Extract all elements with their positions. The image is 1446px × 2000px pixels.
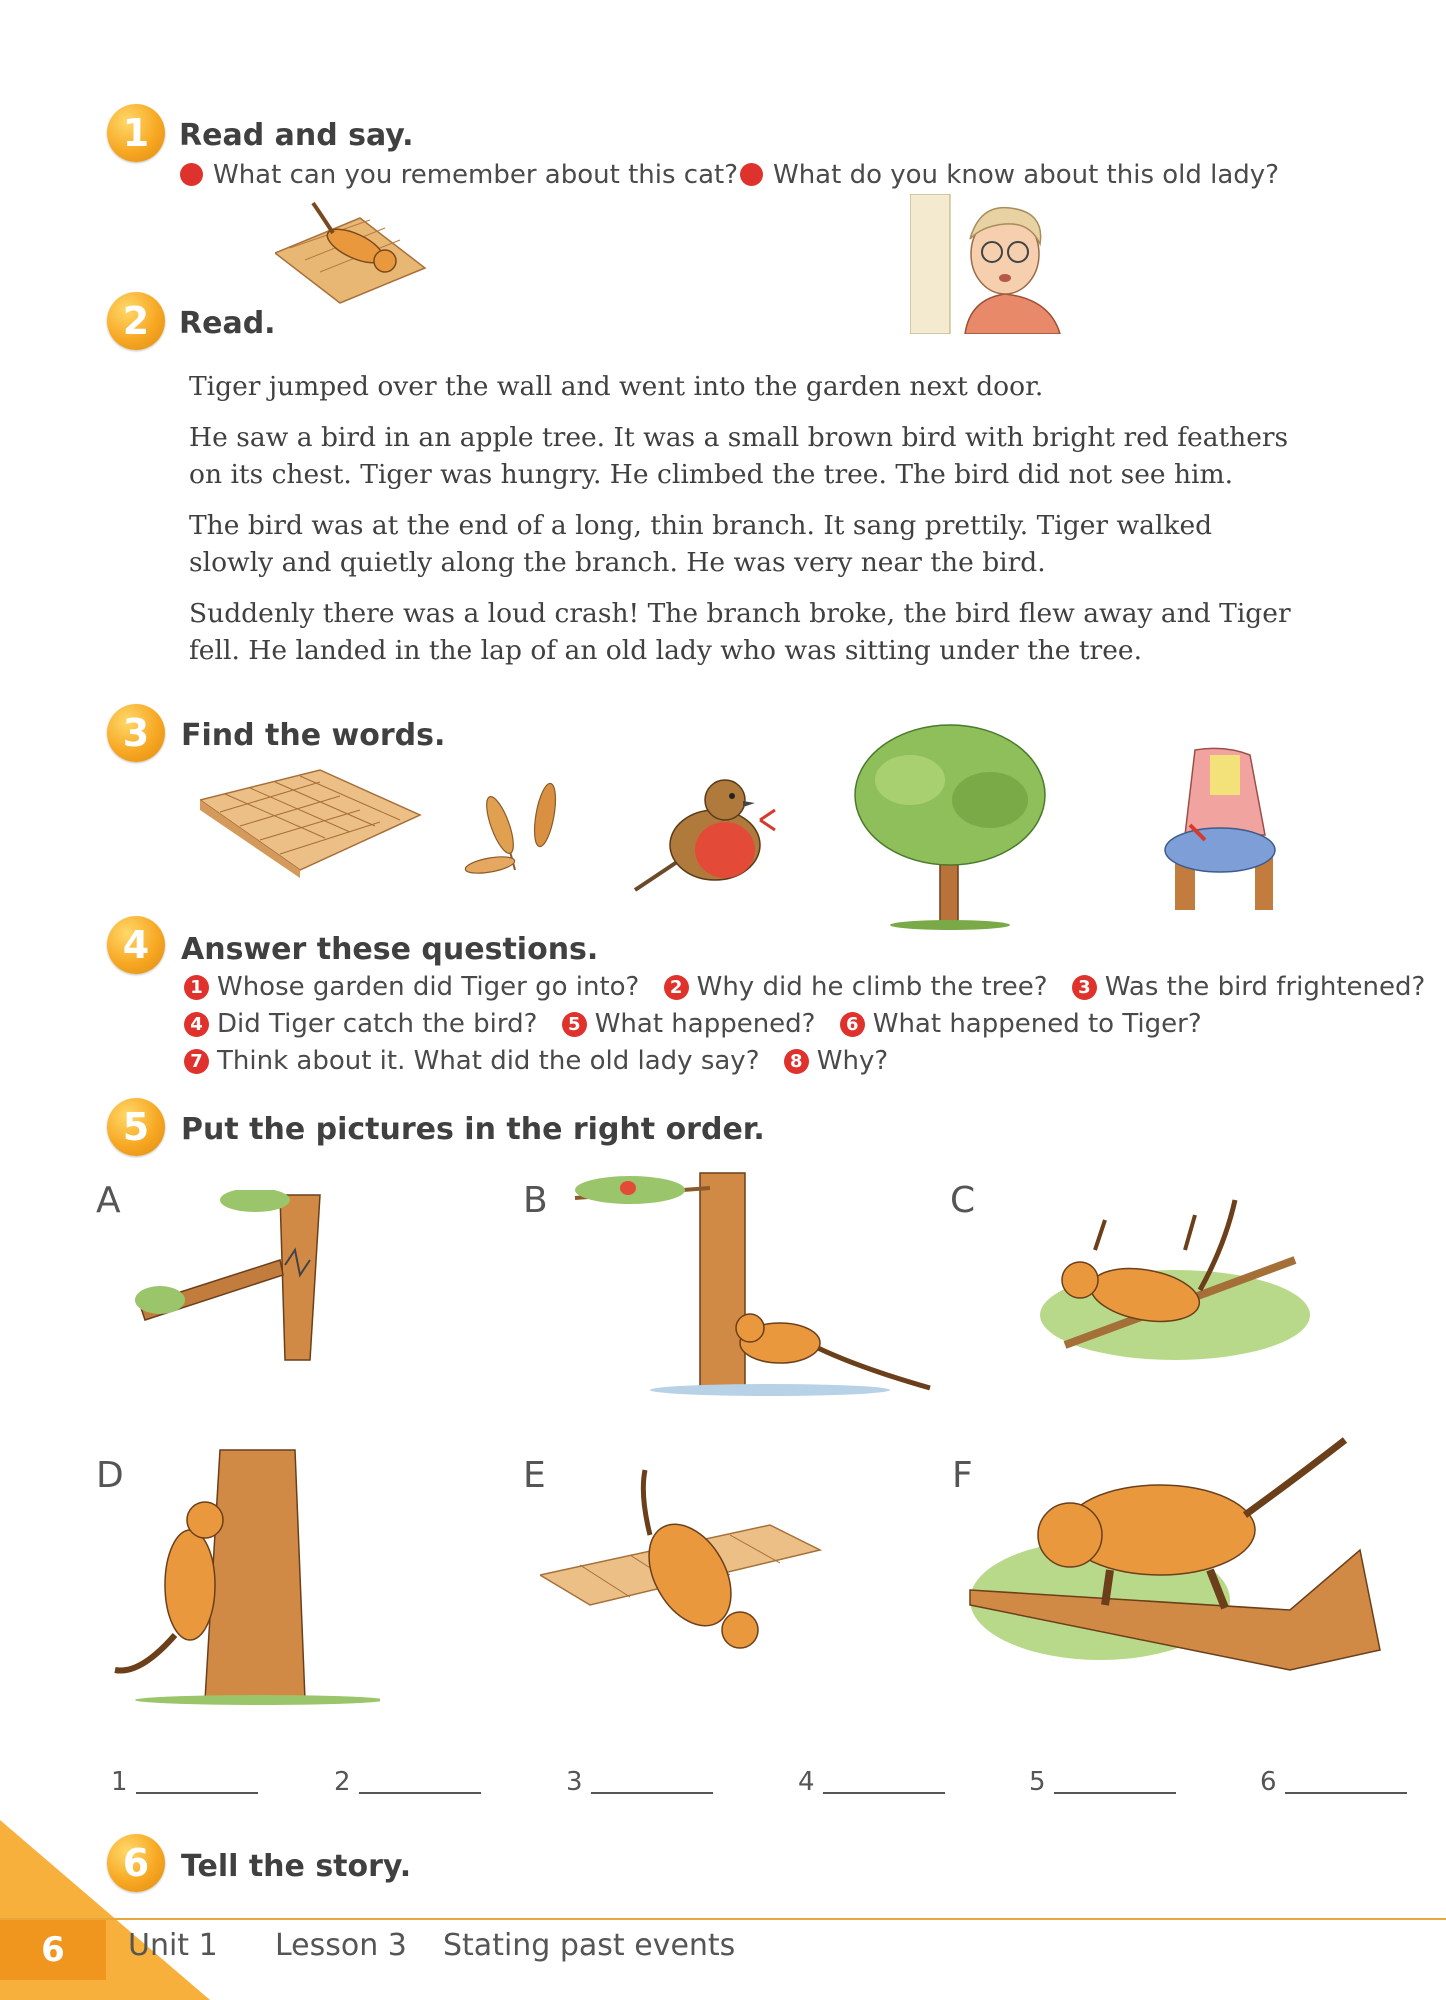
red-bullet-icon: [740, 163, 763, 186]
footer-topic: Stating past events: [443, 1928, 736, 1963]
footer-lesson: Lesson 3: [275, 1928, 407, 1963]
answer-blank-3[interactable]: 3: [566, 1767, 713, 1797]
picture-f-cat-on-branch: [960, 1430, 1390, 1700]
picture-label-e: E: [523, 1455, 546, 1496]
questions-line-1: [184, 972, 1441, 1002]
section-4-badge: 4: [107, 916, 165, 974]
section-3-badge: 3: [107, 704, 165, 762]
question-8: 8 Why?: [784, 1046, 888, 1076]
answer-blank-4[interactable]: 4: [798, 1767, 945, 1797]
cat-on-wall-illustration: [275, 198, 430, 308]
robin-bird-picture: [625, 765, 785, 895]
story-paragraph-3: The bird was at the end of a long, thin branch. It sang prettily. Tiger walked slowly and quietly along the branch. He was very near the bird.: [189, 510, 1213, 578]
picture-label-b: B: [523, 1180, 548, 1221]
section-3-heading: Find the words.: [181, 718, 446, 753]
question-1: 1 Whose garden did Tiger go into?: [184, 972, 639, 1002]
questions-line-2: [184, 1009, 1218, 1039]
section-4-heading: Answer these questions.: [181, 932, 599, 967]
picture-label-c: C: [950, 1180, 976, 1221]
section-1-bullet-cat: What can you remember about this cat?: [180, 160, 738, 190]
picture-label-d: D: [96, 1455, 124, 1496]
picture-c-cat-falling: [1035, 1195, 1320, 1380]
answer-blank-6[interactable]: 6: [1260, 1767, 1407, 1797]
section-2-heading: Read.: [179, 306, 276, 341]
story-paragraph-2: He saw a bird in an apple tree. It was a small brown bird with bright red feathers on its chest. Tiger was hungry. He climbed the tree. The bird did not see him.: [189, 422, 1289, 490]
section-6-heading: Tell the story.: [181, 1849, 412, 1884]
question-5: 5 What happened?: [562, 1009, 816, 1039]
answer-blank-1[interactable]: 1: [111, 1767, 258, 1797]
answer-blank-5[interactable]: 5: [1029, 1767, 1176, 1797]
question-2: 2 Why did he climb the tree?: [664, 972, 1048, 1002]
section-6-badge: 6: [107, 1834, 165, 1892]
page-number: 6: [0, 1920, 106, 1980]
question-6: 6 What happened to Tiger?: [840, 1009, 1202, 1039]
picture-a-branch-breaking: [135, 1190, 350, 1365]
question-3: 3 Was the bird frightened?: [1072, 972, 1425, 1002]
red-bullet-icon: [180, 163, 203, 186]
answer-blank-2[interactable]: 2: [334, 1767, 481, 1797]
picture-b-cat-under-tree: [570, 1168, 940, 1398]
footer-unit: Unit 1: [128, 1928, 218, 1963]
old-lady-illustration: [910, 194, 1070, 334]
apple-tree-picture: [850, 720, 1050, 930]
section-5-badge: 5: [107, 1098, 165, 1156]
picture-label-f: F: [952, 1455, 973, 1496]
section-1-bullet-lady: What do you know about this old lady?: [740, 160, 1279, 190]
wall-picture: [200, 760, 425, 880]
feathers-picture: [460, 770, 580, 885]
section-2-badge: 2: [107, 292, 165, 350]
picture-d-cat-climbing: [110, 1445, 380, 1705]
footer-divider: [0, 1918, 1446, 1920]
section-1-heading: Read and say.: [179, 118, 414, 153]
picture-e-cat-jumping-wall: [540, 1465, 825, 1665]
question-7: 7 Think about it. What did the old lady say?: [184, 1046, 760, 1076]
questions-line-3: [184, 1046, 904, 1076]
section-1-badge: 1: [107, 104, 165, 162]
story-paragraph-1: Tiger jumped over the wall and went into the garden next door.: [189, 371, 1044, 402]
picture-label-a: A: [96, 1180, 121, 1221]
question-4: 4 Did Tiger catch the bird?: [184, 1009, 537, 1039]
story-paragraph-4: Suddenly there was a loud crash! The branch broke, the bird flew away and Tiger fell. He landed in the lap of an old lady who was sitting under the tree.: [189, 598, 1291, 666]
lap-picture: [1160, 745, 1285, 915]
section-5-heading: Put the pictures in the right order.: [181, 1112, 765, 1147]
